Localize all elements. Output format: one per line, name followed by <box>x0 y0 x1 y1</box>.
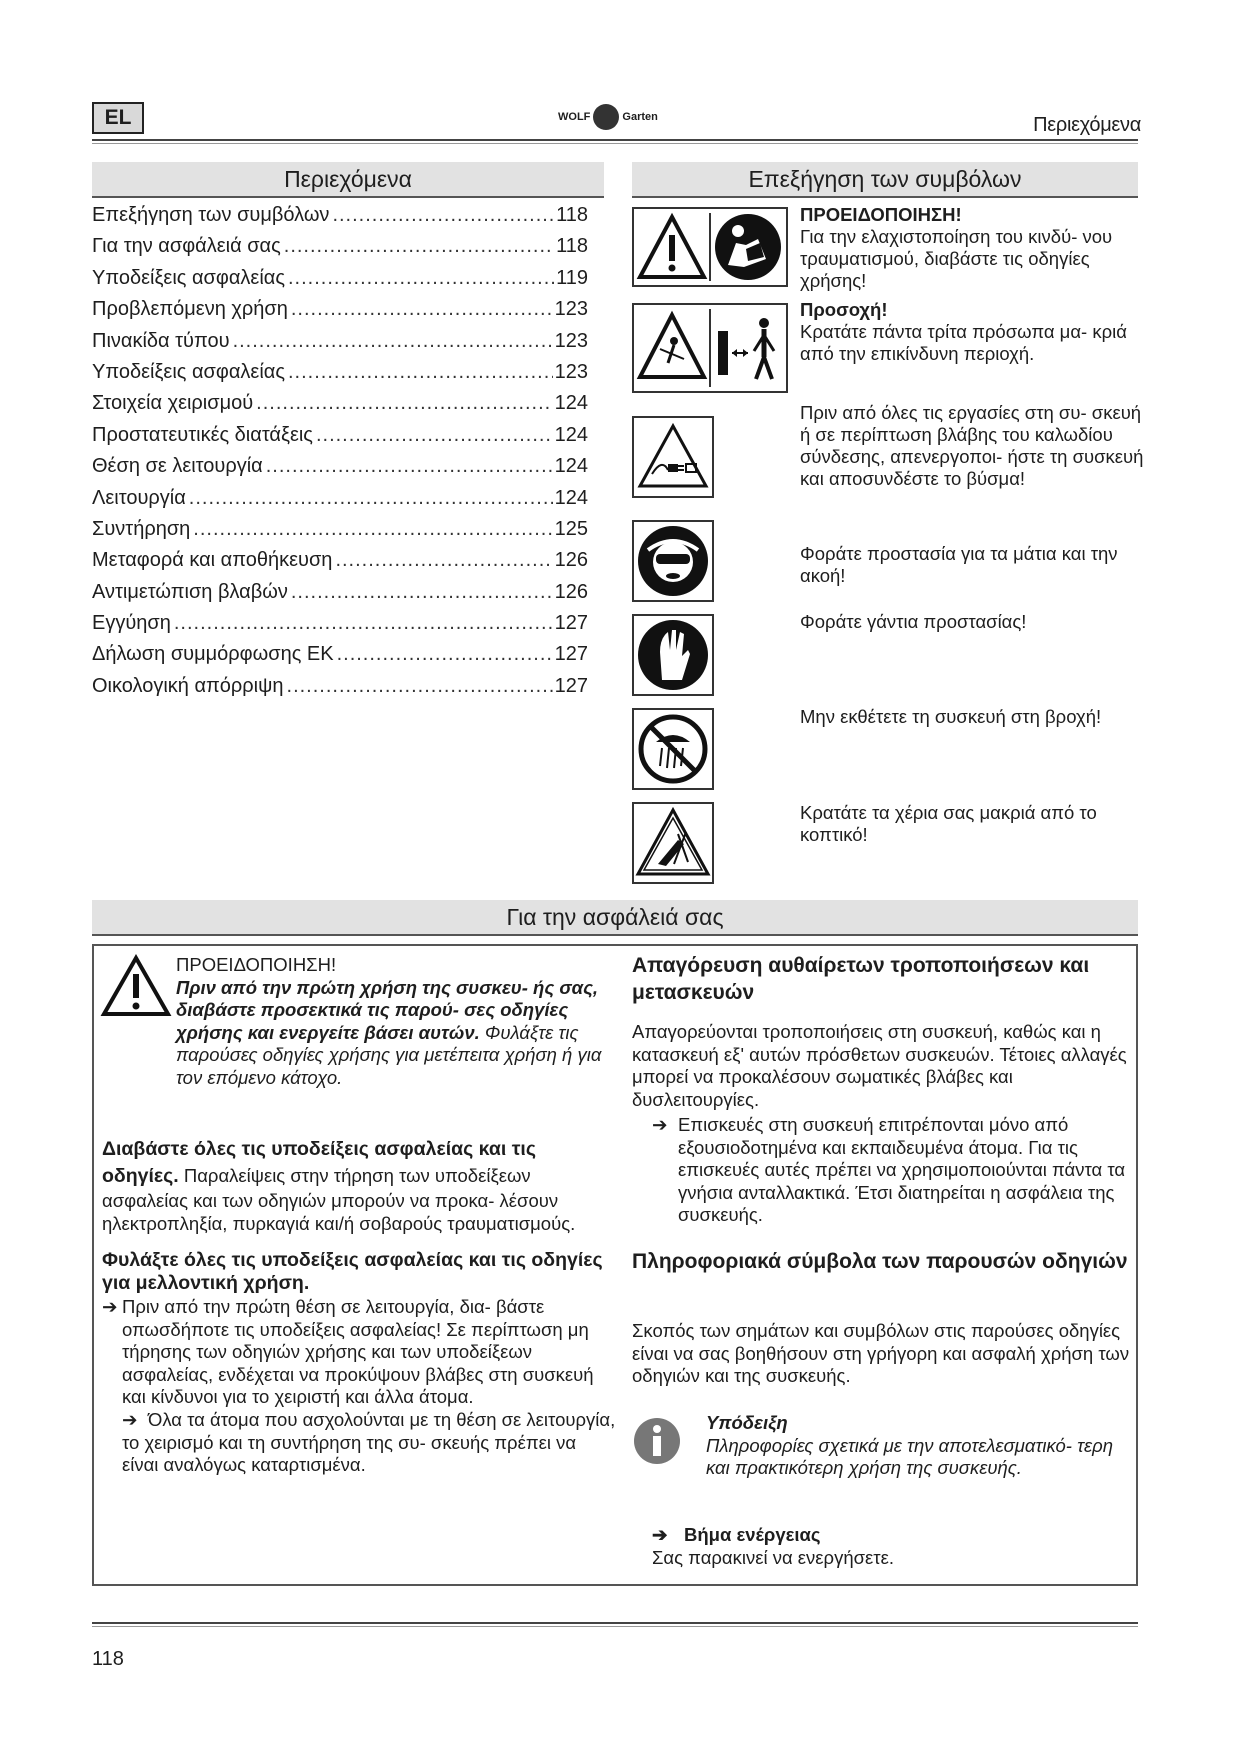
toc-entry[interactable] <box>92 671 588 702</box>
toc-entry-label: Εγγύηση <box>92 612 171 635</box>
toc-leader-dots <box>174 608 553 639</box>
toc-entry[interactable] <box>92 263 588 294</box>
toc-entry[interactable] <box>92 326 588 357</box>
warning-block <box>176 954 616 1090</box>
symbol-text-2: Προσοχή! Κρατάτε πάντα τρίτα πρόσωπα μα- κριά από την επικίνδυνη περιοχή. <box>800 299 1127 364</box>
toc-entry[interactable] <box>92 639 588 670</box>
toc-entry[interactable] <box>92 388 588 419</box>
warning-read-manual-icon <box>632 207 788 287</box>
toc-entry-page: 127 <box>554 612 588 635</box>
symbols-heading: Επεξήγηση των συμβόλων <box>632 162 1138 198</box>
footer-rule <box>92 1622 1138 1624</box>
toc-entry-page: 119 <box>556 266 588 289</box>
page-number: 118 <box>92 1648 124 1670</box>
toc-leader-dots <box>291 577 553 608</box>
third-party-distance-icon <box>632 303 788 393</box>
toc-entry-page: 127 <box>554 643 588 666</box>
toc-entry[interactable] <box>92 545 588 576</box>
toc-entry[interactable] <box>92 420 588 451</box>
info-icon <box>632 1416 682 1466</box>
toc-entry[interactable] <box>92 231 588 262</box>
toc-entry[interactable] <box>92 294 588 325</box>
toc-leader-dots <box>335 545 552 576</box>
toc-leader-dots <box>332 200 554 231</box>
warning-text: Πριν από την πρώτη χρήση της συσκευ- ής σας, διαβάστε προσεκτικά τις παρού- σες οδηγίες χρήσης και ενεργείτε βάσει αυτών. Φυλάξτε τις παρούσες οδηγίες χρήσης για μετέπειτα χρήση ή για τον επόμενο κάτοχο. <box>176 976 602 1088</box>
header-title: Περιεχόμενα <box>1033 114 1141 136</box>
read-all-block: Διαβάστε όλες τις υποδείξεις ασφαλείας και τις οδηγίες. Παραλείψεις στην τήρηση των υποδείξεων ασφαλείας και των οδηγιών μπορούν να προκα- λέσουν ηλεκτροπληξία, πυρκαγιά και/ή σοβαρούς τραυματισμούς. <box>102 1138 576 1234</box>
keep-instructions: Φυλάξτε όλες τις υποδείξεις ασφαλείας και τις οδηγίες για μελλοντική χρήση. <box>102 1249 603 1294</box>
toc-leader-dots <box>284 231 554 262</box>
toc-entry[interactable] <box>92 514 588 545</box>
toc-entry-page: 127 <box>554 674 588 697</box>
arrow-right-icon: ➔ <box>652 1114 668 1135</box>
toc-entry-page: 126 <box>554 549 588 572</box>
toc-leader-dots <box>193 514 552 545</box>
toc-entry[interactable] <box>92 451 588 482</box>
toc-entry-page: 126 <box>554 580 588 603</box>
unplug-cable-icon <box>632 416 714 498</box>
toc-leader-dots <box>288 357 553 388</box>
wolf-logo-icon <box>593 104 619 130</box>
toc-leader-dots <box>189 483 553 514</box>
toc-entry-page: 124 <box>554 486 588 509</box>
toc-entry-label: Αντιμετώπιση βλαβών <box>92 580 288 603</box>
toc-entry-page: 123 <box>554 298 588 321</box>
toc-entry-label: Πινακίδα τύπου <box>92 329 230 352</box>
modification-step: ➔ Επισκευές στη συσκευή επιτρέπονται μόνο από εξουσιοδοτημένα και εκπαιδευμένα άτομα. Για τις επισκευές αυτές πρέπει να χρησιμοποιούνται πάντα τα γνήσια ανταλλακτικά. Έτσι διατηρείται η ασφάλεια της συσκευής. <box>652 1114 1126 1226</box>
toc-entry-page: 118 <box>556 204 588 226</box>
toc-entry-page: 123 <box>554 360 588 383</box>
arrow-right-icon <box>102 1409 122 1477</box>
toc-entry-label: Στοιχεία χειρισμού <box>92 392 254 415</box>
warning-triangle-icon <box>100 954 172 1018</box>
toc-entry-label: Θέση σε λειτουργία <box>92 455 263 478</box>
toc-entry[interactable] <box>92 357 588 388</box>
toc-leader-dots <box>337 639 553 670</box>
toc-entry[interactable] <box>92 608 588 639</box>
toc-heading: Περιεχόμενα <box>92 162 604 198</box>
toc-entry-page: 124 <box>554 455 588 478</box>
toc-leader-dots <box>287 671 553 702</box>
symbol-text-1: ΠΡΟΕΙΔΟΠΟΙΗΣΗ! Για την ελαχιστοποίηση του κινδύ- νου τραυματισμού, διαβάστε τις οδηγίες χρήσης! <box>800 204 1113 291</box>
toc-entry-page: 125 <box>554 517 588 540</box>
symbol-text-6: Μην εκθέτετε τη συσκευή στη βροχή! <box>800 706 1102 727</box>
toc-entry-label: Δήλωση συμμόρφωσης ΕΚ <box>92 643 334 666</box>
info-symbols-text: Σκοπός των σημάτων και συμβόλων στις παρούσες οδηγίες είναι να σας βοηθήσουν στη γρήγορη και ασφαλή χρήση των οδηγιών και της συσκευής. <box>632 1320 1130 1387</box>
toc-entry-label: Προβλεπόμενη χρήση <box>92 298 288 321</box>
toc-entry-label: Προστατευτικές διατάξεις <box>92 423 313 446</box>
header-rule-thin <box>92 143 1138 144</box>
toc-entry-page: 123 <box>554 329 588 352</box>
arrow-right-icon: ➔ <box>102 1296 118 1317</box>
language-badge: EL <box>92 102 144 134</box>
toc-entry[interactable] <box>92 577 588 608</box>
toc-entry-label: Συντήρηση <box>92 517 191 540</box>
symbol-text-4: Φοράτε προστασία για τα μάτια και την ακοή! <box>800 543 1118 586</box>
safety-heading: Για την ασφάλειά σας <box>92 900 1138 936</box>
hand-cutter-icon <box>632 802 714 884</box>
table-of-contents <box>92 200 588 702</box>
brand-logo: WOLF Garten <box>558 104 658 130</box>
modification-text: Απαγορεύονται τροποποιήσεις στη συσκευή, καθώς και η κατασκευή εξ' αυτών πρόσθετων συσκευών. Τέτοιες αλλαγές μπορεί να προκαλέσουν σωματικές βλάβες και δυσλειτουργίες. <box>632 1021 1127 1110</box>
header-rule <box>92 139 1138 141</box>
toc-leader-dots <box>266 451 553 482</box>
hint-block: Υπόδειξη Πληροφορίες σχετικά με την αποτελεσματικό- τερη και πρακτικότερη χρήση της συσκευής. <box>706 1412 1114 1479</box>
arrow-right-icon: ➔ <box>122 1408 138 1430</box>
toc-entry-page: 118 <box>556 235 588 258</box>
toc-entry-label: Επεξήγηση των συμβόλων <box>92 204 330 226</box>
toc-entry-page: 124 <box>554 423 588 446</box>
toc-entry-label: Μεταφορά και αποθήκευση <box>92 549 333 572</box>
toc-entry-label: Λειτουργία <box>92 486 186 509</box>
arrow-right-icon: ➔ <box>652 1524 668 1545</box>
toc-leader-dots <box>288 263 554 294</box>
footer-rule-thin <box>92 1626 1138 1627</box>
info-symbols-heading: Πληροφοριακά σύμβολα των παρουσών οδηγιών <box>632 1250 1128 1273</box>
toc-leader-dots <box>316 420 553 451</box>
step-list-left <box>102 1296 616 1477</box>
no-rain-icon <box>632 708 714 790</box>
gloves-icon <box>632 614 714 696</box>
eye-ear-protection-icon <box>632 520 714 602</box>
warning-title: ΠΡΟΕΙΔΟΠΟΙΗΣΗ! <box>176 954 337 975</box>
modification-heading: Απαγόρευση αυθαίρετων τροποποιήσεων και μετασκευών <box>632 954 1090 1004</box>
toc-entry-label: Για την ασφάλειά σας <box>92 235 281 258</box>
toc-leader-dots <box>256 388 552 419</box>
symbol-text-3: Πριν από όλες τις εργασίες στη συ- σκευή ή σε περίπτωση βλάβης του καλωδίου σύνδεσης, απενεργοποι- ήστε τη συσκευή και αποσυνδέστε το βύσμα! <box>800 402 1144 489</box>
action-step-2: ➔ Όλα τα άτομα που ασχολούνται με τη θέση σε λειτουργία, το χειρισμό και τη συντήρηση της συ- σκευής πρέπει να είναι αναλόγως καταρτισμένα. <box>102 1409 616 1477</box>
toc-entry-page: 124 <box>554 392 588 415</box>
toc-leader-dots <box>233 326 553 357</box>
toc-leader-dots <box>291 294 553 325</box>
symbol-text-5: Φοράτε γάντια προστασίας! <box>800 611 1027 632</box>
action-step-legend: ➔ Βήμα ενέργειας Σας παρακινεί να ενεργήσετε. <box>652 1524 894 1568</box>
toc-entry[interactable] <box>92 483 588 514</box>
action-step-1: ➔ Πριν από την πρώτη θέση σε λειτουργία, δια- βάστε οπωσδήποτε τις υποδείξεις ασφαλείας! Σε περίπτωση μη τήρησης των οδηγιών χρήσης και των υποδείξεων ασφαλείας, ενδέχεται να προκύψουν βλάβες στη συσκευή και κίνδυνοι για το χειριστή και άλλα άτομα. <box>102 1296 594 1408</box>
toc-entry-label: Οικολογική απόρριψη <box>92 674 284 697</box>
toc-entry-label: Υποδείξεις ασφαλείας <box>92 266 285 289</box>
symbol-text-7: Κρατάτε τα χέρια σας μακριά από το κοπτικό! <box>800 802 1097 845</box>
toc-entry-label: Υποδείξεις ασφαλείας <box>92 360 285 383</box>
toc-entry[interactable] <box>92 200 588 231</box>
